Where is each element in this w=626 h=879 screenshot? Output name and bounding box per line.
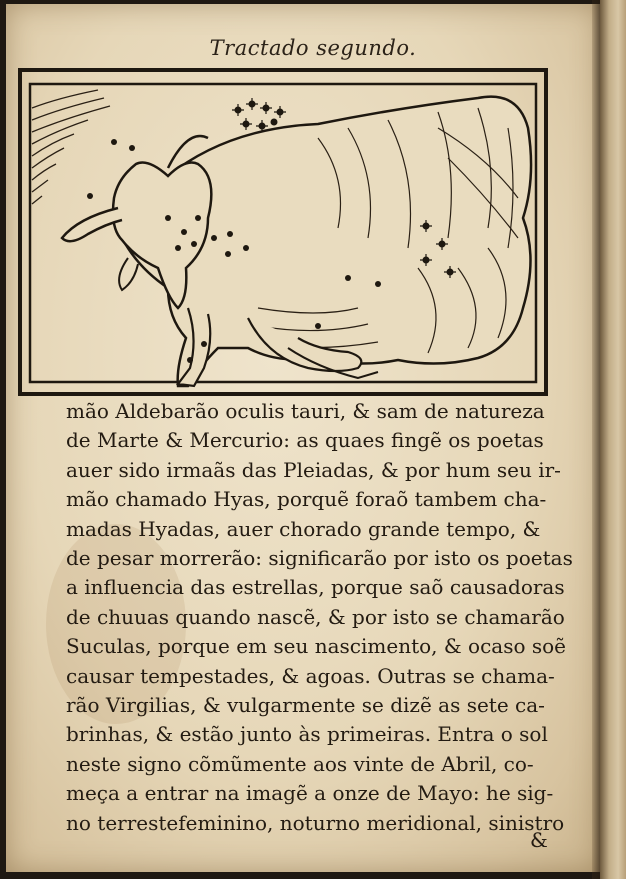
text-line: de pesar morrerão: significarão por isto os poetas [66, 546, 573, 571]
text-line: no terrestefeminino, noturno meridional, sinistro [66, 810, 565, 835]
text-line: a influencia das estrellas, porque saõ causadoras [66, 575, 565, 600]
text-line: de chuuas quando nascẽ, & por isto se chamarão [66, 604, 565, 629]
taurus-woodcut-icon [18, 68, 548, 396]
text-line: rão Virgilias, & vulgarmente se dizẽ as sete ca- [66, 693, 545, 718]
text-line: madas Hyadas, auer chorado grande tempo, & [66, 516, 541, 541]
catchword: & [530, 828, 548, 852]
text-line: de Marte & Mercurio: as quaes fingẽ os poetas [66, 428, 544, 453]
text-line: meça a entrar na imagẽ a onze de Mayo: he sig- [66, 781, 554, 806]
body-text [66, 397, 586, 838]
text-line: brinhas, & estão junto às primeiras. Entra o sol [66, 722, 548, 747]
text-line: mão Aldebarão oculis tauri, & sam de natureza [66, 399, 545, 423]
adjacent-page-edge [600, 0, 626, 879]
running-head: Tractado segundo. [209, 36, 417, 60]
text-line: Suculas, porque em seu nascimento, & ocaso soẽ [66, 634, 567, 659]
text-line: neste signo cõmũmente aos vinte de Abril, co- [66, 751, 534, 776]
text-line: causar tempestades, & agoas. Outras se chama- [66, 663, 555, 688]
text-line: auer sido irmaãs das Pleiadas, & por hum seu ir- [66, 457, 561, 482]
text-line: mão chamado Hyas, porquẽ foraõ tambem cha- [66, 487, 547, 512]
